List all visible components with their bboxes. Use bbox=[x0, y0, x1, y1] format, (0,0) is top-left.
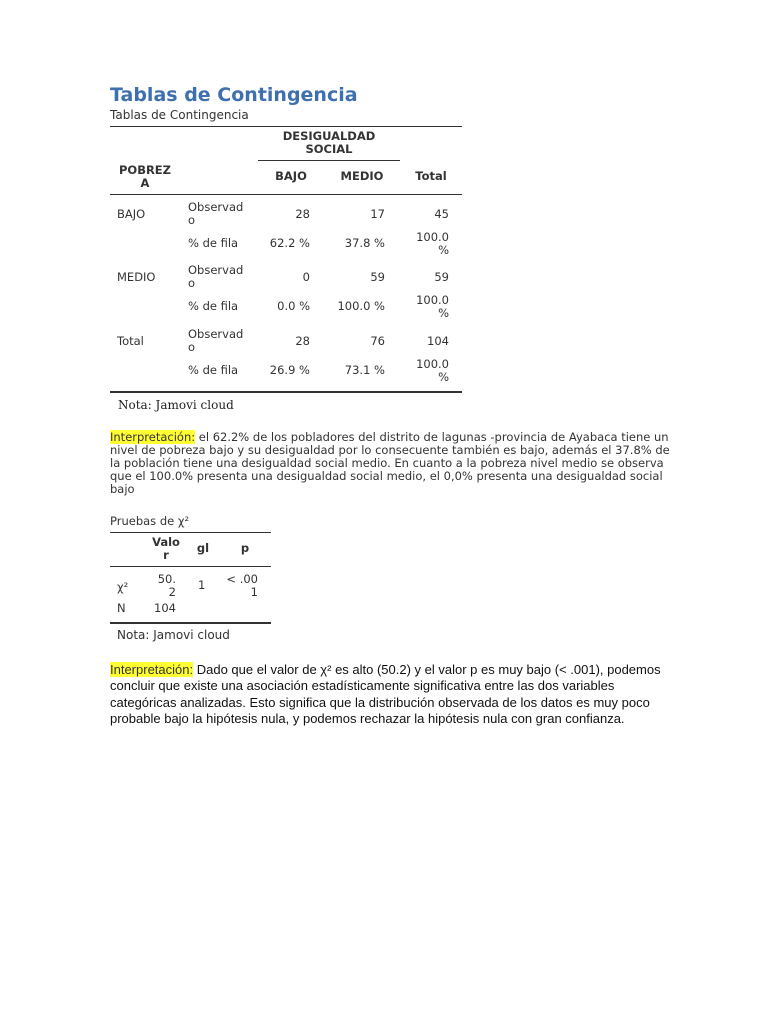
chi-n-value: 104 bbox=[154, 601, 176, 615]
row-pct-label: % de fila bbox=[188, 236, 239, 250]
row-header bbox=[114, 164, 176, 190]
obs-label-line2: o bbox=[188, 213, 196, 227]
row-header-line2: A bbox=[140, 176, 150, 190]
chi-gl-value: 1 bbox=[198, 578, 206, 592]
contingency-table bbox=[110, 126, 462, 394]
pct-total-line2: % bbox=[438, 370, 449, 384]
chi-table-caption: Pruebas de χ² bbox=[110, 514, 190, 528]
row-obs-label bbox=[188, 201, 243, 227]
cell-bajo-medio-pct: 37.8 % bbox=[344, 236, 385, 250]
row-pct-label: % de fila bbox=[188, 299, 239, 313]
col-header-medio: MEDIO bbox=[340, 169, 384, 183]
chi-col-p: p bbox=[240, 541, 250, 555]
interpretation-label: Interpretación: bbox=[110, 430, 196, 444]
chi-square-table bbox=[110, 532, 271, 624]
row-pct-label: % de fila bbox=[188, 363, 239, 377]
obs-label-line1: Observad bbox=[188, 200, 244, 214]
table-top-rule bbox=[110, 126, 462, 127]
cell-medio-medio-obs: 59 bbox=[370, 270, 385, 284]
interpretation-paragraph-2 bbox=[110, 662, 670, 727]
chi-col-valor-line1: Valo bbox=[152, 535, 180, 549]
group-header bbox=[258, 130, 400, 156]
cell-total-bajo-obs: 28 bbox=[295, 334, 310, 348]
cell-total-medio-obs: 76 bbox=[370, 334, 385, 348]
obs-label-line1: Observad bbox=[188, 263, 244, 277]
chi-col-gl: gl bbox=[196, 541, 210, 555]
chi-bottom-rule bbox=[110, 622, 271, 624]
cell-total-total-pct bbox=[402, 358, 449, 384]
col-header-total: Total bbox=[415, 169, 447, 183]
table-note: Nota: Jamovi cloud bbox=[118, 398, 234, 412]
interpretation-paragraph-1 bbox=[110, 431, 670, 496]
cell-bajo-bajo-pct: 62.2 % bbox=[269, 236, 310, 250]
cell-total-total-obs: 104 bbox=[427, 334, 449, 348]
cell-medio-bajo-pct: 0.0 % bbox=[277, 299, 310, 313]
row-label-total: Total bbox=[117, 334, 144, 348]
chi-p-line1: < .00 bbox=[226, 572, 258, 586]
pct-total-line2: % bbox=[438, 243, 449, 257]
cell-medio-total-pct bbox=[402, 294, 449, 320]
chi-value-line1: 50. bbox=[157, 572, 176, 586]
chi-col-valor bbox=[146, 536, 186, 562]
cell-bajo-total-obs: 45 bbox=[434, 207, 449, 221]
interpretation-label: Interpretación: bbox=[110, 662, 194, 677]
group-header-line2: SOCIAL bbox=[305, 142, 353, 156]
row-obs-label bbox=[188, 328, 243, 354]
table-bottom-rule bbox=[110, 391, 462, 393]
chi-table-note: Nota: Jamovi cloud bbox=[117, 628, 230, 642]
group-header-rule bbox=[258, 160, 400, 161]
page-title: Tablas de Contingencia bbox=[110, 84, 358, 106]
chi-value bbox=[150, 573, 176, 599]
cell-total-medio-pct: 73.1 % bbox=[344, 363, 385, 377]
row-obs-label bbox=[188, 264, 243, 290]
obs-label-line2: o bbox=[188, 340, 196, 354]
interpretation-text: Dado que el valor de χ² es alto (50.2) y el valor p es muy bajo (< .001), podemos concluir que existe una asociación estadísticamente significativa entre las dos variables categóricas analizadas. Esto significa que la distribución observada de los datos es muy poco probable bajo la hipótesis nula, y podemos rechazar la hipótesis nula con gran confianza. bbox=[110, 662, 661, 726]
chi-header-rule bbox=[110, 566, 271, 567]
pct-total-line2: % bbox=[438, 306, 449, 320]
cell-medio-total-obs: 59 bbox=[434, 270, 449, 284]
table-caption: Tablas de Contingencia bbox=[110, 108, 249, 122]
chi-col-valor-line2: r bbox=[163, 548, 169, 562]
chi-row-label-n: N bbox=[117, 601, 126, 615]
group-header-line1: DESIGUALDAD bbox=[282, 129, 376, 143]
cell-medio-medio-pct: 100.0 % bbox=[337, 299, 385, 313]
col-header-bajo: BAJO bbox=[275, 169, 307, 183]
pct-total-line1: 100.0 bbox=[416, 357, 449, 371]
cell-bajo-medio-obs: 17 bbox=[370, 207, 385, 221]
row-label-medio: MEDIO bbox=[117, 270, 156, 284]
cell-medio-bajo-obs: 0 bbox=[302, 270, 310, 284]
obs-label-line1: Observad bbox=[188, 327, 244, 341]
pct-total-line1: 100.0 bbox=[416, 293, 449, 307]
interpretation-text: el 62.2% de los pobladores del distrito de lagunas -provincia de Ayabaca tiene un nivel de pobreza bajo y su desigualdad por lo consecuente también es bajo, además el 37.8% de la población tiene una desigualdad social medio. En cuanto a la pobreza nivel medio se observa que el 100.0% presenta una desigualdad social medio, el 0,0% presenta una desigualdad social bajo bbox=[110, 430, 670, 496]
pct-total-line1: 100.0 bbox=[416, 230, 449, 244]
row-label-bajo: BAJO bbox=[117, 207, 146, 221]
chi-row-label-chi: χ² bbox=[117, 580, 129, 594]
cell-bajo-bajo-obs: 28 bbox=[295, 207, 310, 221]
chi-p-value bbox=[222, 573, 258, 599]
chi-top-rule bbox=[110, 532, 271, 533]
chi-value-line2: 2 bbox=[168, 585, 176, 599]
obs-label-line2: o bbox=[188, 276, 196, 290]
chi-p-line2: 1 bbox=[250, 585, 258, 599]
header-bottom-rule bbox=[110, 194, 462, 195]
row-header-line1: POBREZ bbox=[118, 163, 172, 177]
cell-bajo-total-pct bbox=[402, 231, 449, 257]
cell-total-bajo-pct: 26.9 % bbox=[269, 363, 310, 377]
